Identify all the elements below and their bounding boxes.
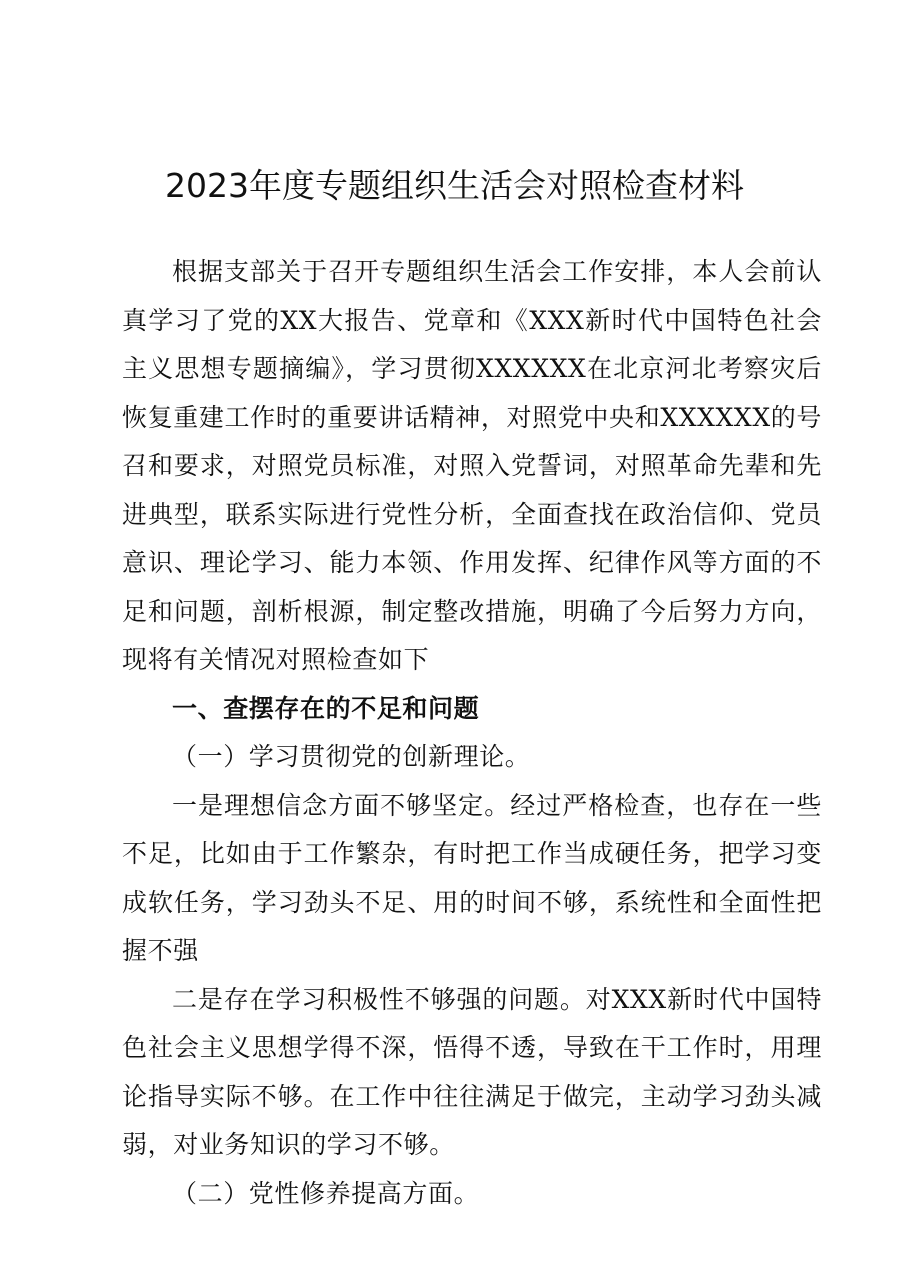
paragraph-point-2: 二是存在学习积极性不够强的问题。对XXX新时代中国特色社会主义思想学得不深，悟得不透，导致在干工作时，用理论指导实际不够。在工作中往往满足于做完，主动学习劲头减弱，对业务知识的学习不够。 [122, 984, 822, 1159]
section-heading-1: 一、查摆存在的不足和问题 [172, 693, 480, 723]
document-body [122, 248, 822, 1218]
subsection-heading-2: （二）党性修养提高方面。 [172, 1178, 480, 1208]
document-title: 2023年度专题组织生活会对照检查材料 [165, 166, 744, 205]
intro-paragraph: 根据支部关于召开专题组织生活会工作安排，本人会前认真学习了党的XX大报告、党章和《XXX新时代中国特色社会主义思想专题摘编》，学习贯彻XXXXXX在北京河北考察灾后恢复重建工作时的重要讲话精神，对照党中央和XXXXXX的号召和要求，对照党员标准，对照入党誓词，对照革命先辈和先进典型，联系实际进行党性分析，全面查找在政治信仰、党员意识、理论学习、能力本领、作用发挥、纪律作风等方面的不足和问题，剖析根源，制定整改措施，明确了今后努力方向，现将有关情况对照检查如下 [122, 257, 822, 674]
subsection-heading-1: （一）学习贯彻党的创新理论。 [172, 742, 531, 771]
paragraph-point-1: 一是理想信念方面不够坚定。经过严格检查，也存在一些不足，比如由于工作繁杂，有时把工作当成硬任务，把学习变成软任务，学习劲头不足、用的时间不够，系统性和全面性把握不强 [122, 790, 822, 965]
